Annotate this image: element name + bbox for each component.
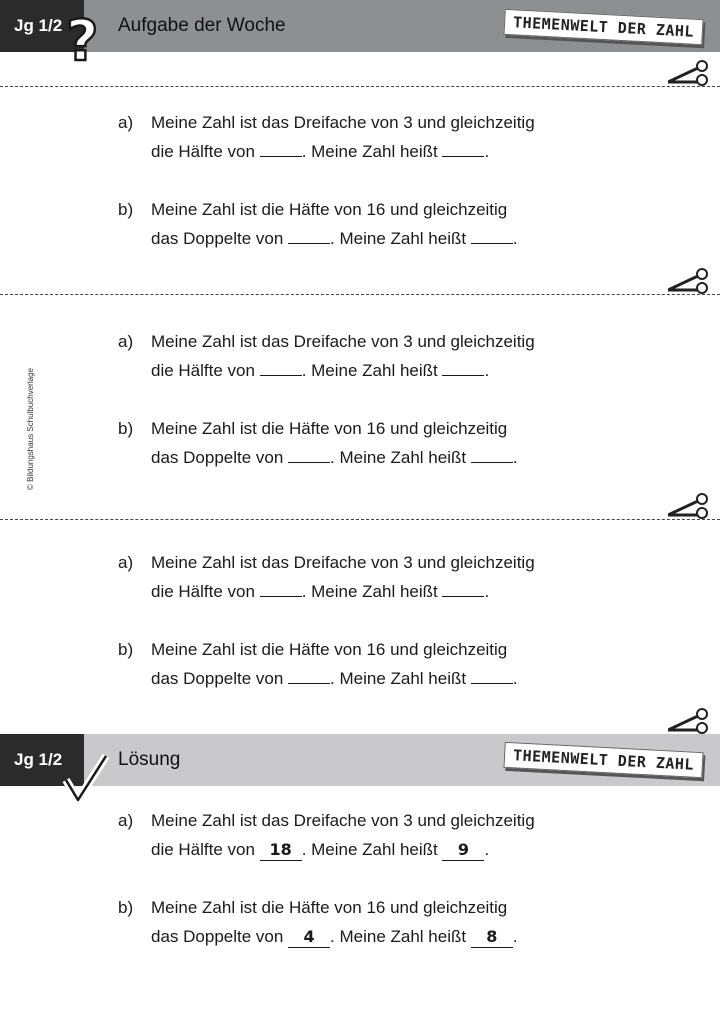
task-text-line: Meine Zahl ist das Dreifache von 3 und gleichzeitig	[151, 553, 535, 572]
task-text-line: das Doppelte von . Meine Zahl heißt .	[151, 224, 518, 253]
solution-b	[118, 893, 518, 951]
task-label: a)	[118, 332, 134, 351]
solution-a	[118, 806, 535, 864]
task-text-line: die Hälfte von . Meine Zahl heißt .	[151, 356, 535, 385]
scissors-icon	[668, 708, 710, 734]
task-label: a)	[118, 811, 134, 830]
task-a	[118, 548, 535, 606]
themenwelt-banner: THEMENWELT DER ZAHL	[503, 9, 703, 45]
task-label: a)	[118, 113, 134, 132]
task-text-line: die Hälfte von . Meine Zahl heißt .	[151, 577, 535, 606]
answer-value: 4	[288, 928, 330, 948]
copyright-note: © Bildungshaus Schulbuchverlage	[26, 368, 35, 490]
answer-blank[interactable]	[260, 137, 302, 157]
task-label: b)	[118, 200, 134, 219]
task-text-line: das Doppelte von . Meine Zahl heißt .	[151, 443, 518, 472]
scissors-icon	[668, 493, 710, 519]
answer-value: 8	[471, 928, 513, 948]
answer-value: 9	[442, 841, 484, 861]
answer-blank[interactable]	[442, 137, 484, 157]
answer-value: 18	[260, 841, 302, 861]
task-text-line: Meine Zahl ist die Häfte von 16 und gleichzeitig	[151, 640, 508, 659]
answer-blank[interactable]	[288, 443, 330, 463]
answer-blank[interactable]	[260, 356, 302, 376]
task-label: b)	[118, 898, 134, 917]
grade-label: Jg 1/2	[0, 0, 84, 52]
cut-line	[0, 519, 720, 520]
task-b	[118, 414, 518, 472]
scissors-icon	[668, 268, 710, 294]
task-a	[118, 327, 535, 385]
solution-title: Lösung	[118, 749, 181, 770]
task-text-line: Meine Zahl ist die Häfte von 16 und gleichzeitig	[151, 898, 508, 917]
answer-blank[interactable]	[442, 577, 484, 597]
themenwelt-banner: THEMENWELT DER ZAHL	[503, 742, 703, 778]
scissors-icon	[668, 60, 710, 86]
task-a	[118, 108, 535, 166]
task-label: a)	[118, 553, 134, 572]
answer-blank[interactable]	[288, 224, 330, 244]
task-label: b)	[118, 640, 134, 659]
page-title: Aufgabe der Woche	[118, 15, 286, 36]
task-text-line: die Hälfte von . Meine Zahl heißt .	[151, 137, 535, 166]
task-text-line: das Doppelte von 4 . Meine Zahl heißt 8 .	[151, 927, 518, 946]
answer-blank[interactable]	[442, 356, 484, 376]
task-text-line: Meine Zahl ist die Häfte von 16 und gleichzeitig	[151, 419, 508, 438]
grade-label: Jg 1/2	[0, 734, 84, 786]
checkmark-icon	[62, 750, 110, 806]
answer-blank[interactable]	[260, 577, 302, 597]
task-label: b)	[118, 419, 134, 438]
question-mark-icon: ?	[66, 9, 99, 74]
answer-blank[interactable]	[288, 664, 330, 684]
answer-blank[interactable]	[471, 664, 513, 684]
task-text-line: Meine Zahl ist das Dreifache von 3 und gleichzeitig	[151, 332, 535, 351]
cut-line	[0, 294, 720, 295]
task-b	[118, 195, 518, 253]
task-text-line: Meine Zahl ist die Häfte von 16 und gleichzeitig	[151, 200, 508, 219]
task-b	[118, 635, 518, 693]
task-text-line: das Doppelte von . Meine Zahl heißt .	[151, 664, 518, 693]
task-text-line: Meine Zahl ist das Dreifache von 3 und gleichzeitig	[151, 113, 535, 132]
task-text-line: Meine Zahl ist das Dreifache von 3 und gleichzeitig	[151, 811, 535, 830]
answer-blank[interactable]	[471, 443, 513, 463]
answer-blank[interactable]	[471, 224, 513, 244]
cut-line	[0, 86, 720, 87]
task-text-line: die Hälfte von 18 . Meine Zahl heißt 9 .	[151, 840, 490, 859]
